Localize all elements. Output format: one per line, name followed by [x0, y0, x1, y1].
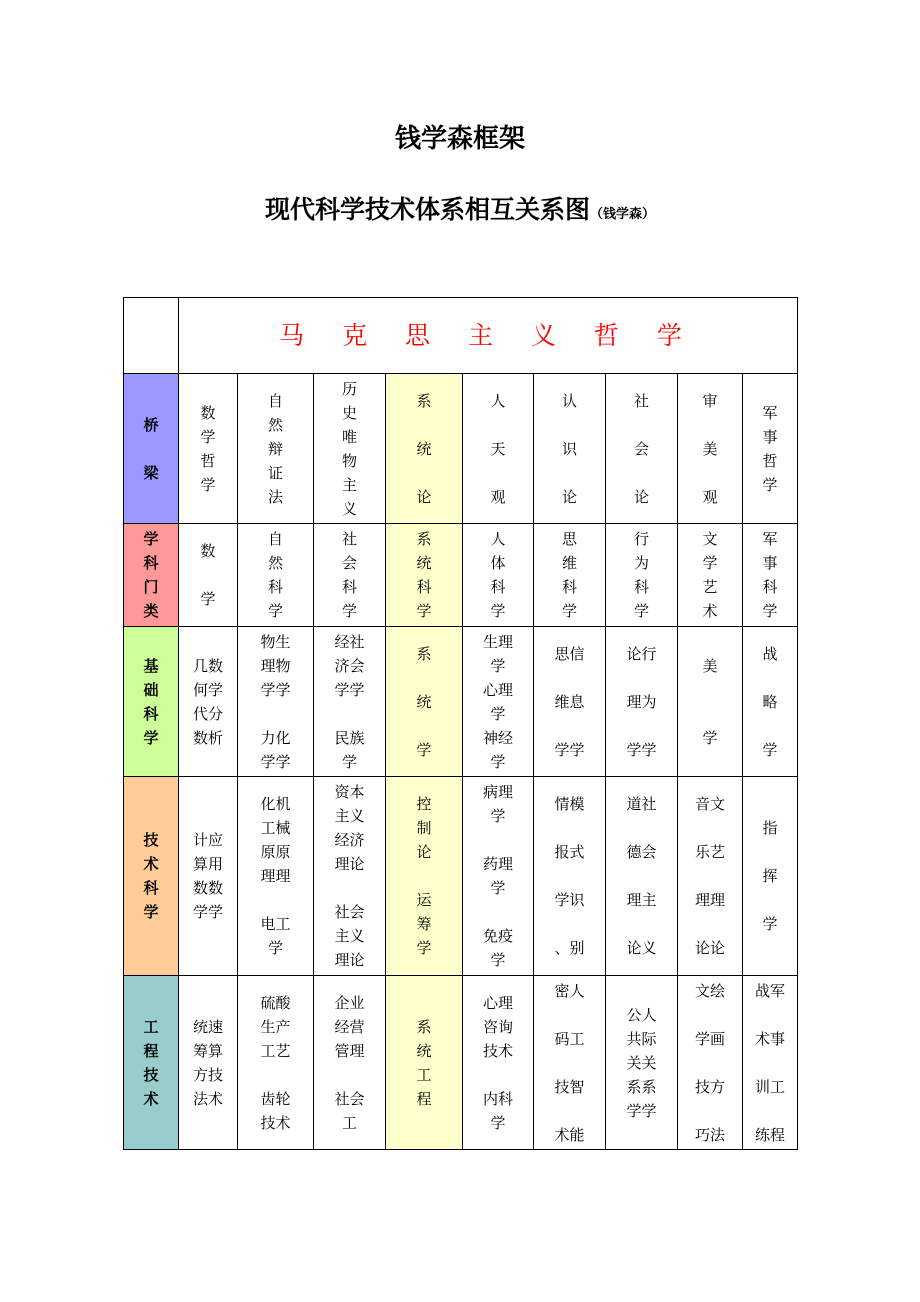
- table-cell: 情模 报式 学识 、别: [534, 777, 606, 976]
- table-cell: 历 史 唯 物 主 义: [314, 374, 386, 524]
- subtitle-note: （钱学森）: [590, 207, 656, 222]
- table-cell: 经社 济会 学学 民族 学: [314, 627, 386, 777]
- science-system-table: [123, 297, 798, 1150]
- table-cell: 道社 德会 理主 论义: [606, 777, 678, 976]
- table-cell: 企业 经营 管理 社会 工: [314, 976, 386, 1150]
- table-cell: 思 维 科 学: [534, 524, 606, 627]
- table-row: [124, 627, 798, 777]
- table-cell: 病理 学 药理 学 免疫 学: [463, 777, 534, 976]
- table-cell: 硫酸 生产 工艺 齿轮 技术: [238, 976, 314, 1150]
- table-cell: 控 制 论 运 筹 学: [386, 777, 463, 976]
- table-row: [124, 524, 798, 627]
- table-cell: 论行 理为 学学: [606, 627, 678, 777]
- table-cell: 心理 咨询 技术 内科 学: [463, 976, 534, 1150]
- table-cell: 文绘 学画 技方 巧法: [678, 976, 743, 1150]
- table-cell: 系 统 科 学: [386, 524, 463, 627]
- table-cell: 军 事 科 学: [743, 524, 798, 627]
- table-cell: 社 会 科 学: [314, 524, 386, 627]
- table-cell: 思信 维息 学学: [534, 627, 606, 777]
- table-cell: 系 统 论: [386, 374, 463, 524]
- header-cell: 马 克 思 主 义 哲 学: [179, 298, 798, 374]
- table-cell: 密人 码工 技智 术能: [534, 976, 606, 1150]
- table-cell: 数 学 哲 学: [179, 374, 238, 524]
- table-row: [124, 976, 798, 1150]
- page-title: 钱学森框架: [394, 124, 525, 154]
- table-cell: 计应 算用 数数 学学: [179, 777, 238, 976]
- table-cell: 物生 理物 学学 力化 学学: [238, 627, 314, 777]
- page-subtitle: [0, 190, 920, 226]
- table-cell: 数 学: [179, 524, 238, 627]
- header-row: [124, 298, 798, 374]
- table-cell: 指 挥 学: [743, 777, 798, 976]
- table-cell: 资本 主义 经济 理论 社会 主义 理论: [314, 777, 386, 976]
- table-cell: 音文 乐艺 理理 论论: [678, 777, 743, 976]
- table-cell: 认 识 论: [534, 374, 606, 524]
- table-cell: 公人 共际 关关 系系 学学: [606, 976, 678, 1150]
- table-cell: 人 天 观: [463, 374, 534, 524]
- table-cell: 人 体 科 学: [463, 524, 534, 627]
- table-cell: 系 统 工 程: [386, 976, 463, 1150]
- table-cell: 美 学: [678, 627, 743, 777]
- row-label: 桥 梁: [124, 374, 179, 524]
- table-cell: 战 略 学: [743, 627, 798, 777]
- subtitle-text: 现代科学技术体系相互关系图: [264, 195, 590, 224]
- row-label: 学 科 门 类: [124, 524, 179, 627]
- table-cell: 文 学 艺 术: [678, 524, 743, 627]
- table-cell: 自 然 辩 证 法: [238, 374, 314, 524]
- table-cell: 军 事 哲 学: [743, 374, 798, 524]
- table-row: [124, 374, 798, 524]
- row-label: 基 础 科 学: [124, 627, 179, 777]
- table-cell: 生理 学 心理 学 神经 学: [463, 627, 534, 777]
- corner-cell: [124, 298, 179, 374]
- table-cell: 系 统 学: [386, 627, 463, 777]
- table-cell: 战军 术事 训工 练程: [743, 976, 798, 1150]
- table-cell: 行 为 科 学: [606, 524, 678, 627]
- table-row: [124, 777, 798, 976]
- table-cell: 自 然 科 学: [238, 524, 314, 627]
- table-cell: 化机 工械 原原 理理 电工 学: [238, 777, 314, 976]
- table-cell: 审 美 观: [678, 374, 743, 524]
- row-label: 工 程 技 术: [124, 976, 179, 1150]
- row-label: 技 术 科 学: [124, 777, 179, 976]
- table-cell: 统速 筹算 方技 法术: [179, 976, 238, 1150]
- table-cell: 社 会 论: [606, 374, 678, 524]
- table-cell: 几数 何学 代分 数析: [179, 627, 238, 777]
